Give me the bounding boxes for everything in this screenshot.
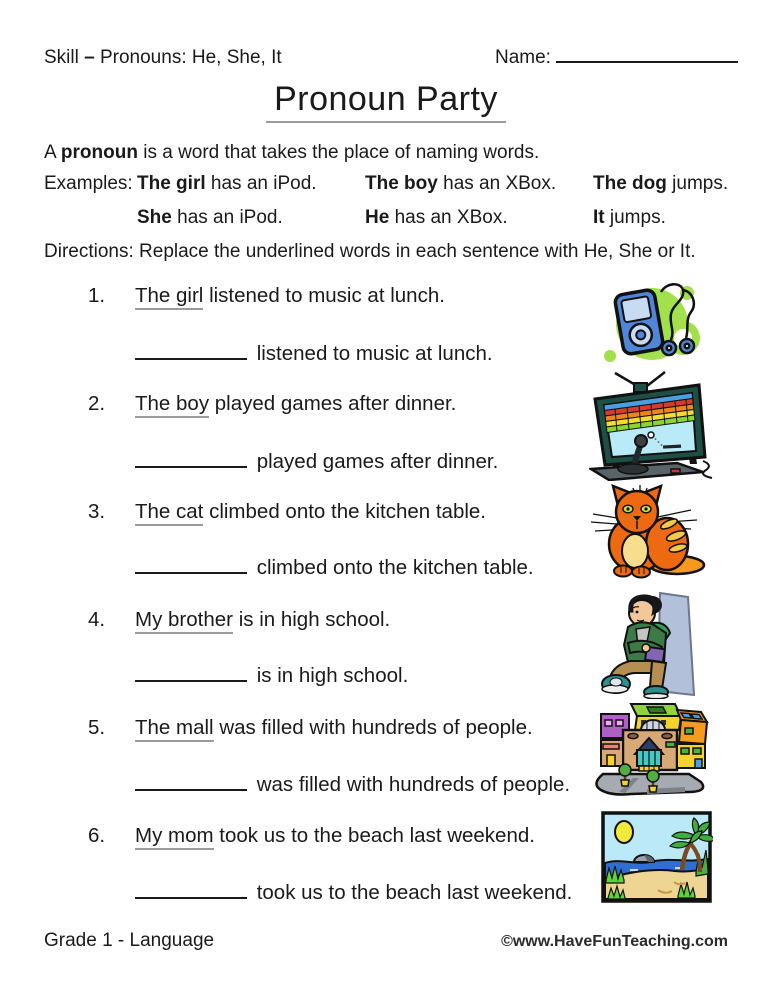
intro-pre: A bbox=[44, 142, 56, 163]
directions-label: Directions: bbox=[44, 241, 134, 262]
example-rest: jumps. bbox=[609, 207, 666, 228]
answer-blank[interactable] bbox=[135, 452, 247, 468]
example-col1-line2 bbox=[137, 207, 283, 229]
question-subject-underlined: The girl bbox=[135, 284, 203, 310]
question-answer-line bbox=[135, 664, 408, 688]
directions-line bbox=[44, 241, 696, 263]
skill-line bbox=[44, 47, 282, 69]
skill-dash: – bbox=[84, 47, 95, 68]
intro-post: is a word that takes the place of naming words. bbox=[143, 142, 540, 163]
intro-line bbox=[44, 142, 539, 164]
question-subject-underlined: The mall bbox=[135, 716, 214, 742]
question-predicate: took us to the beach last weekend. bbox=[219, 824, 535, 847]
question-subject-underlined: My brother bbox=[135, 608, 233, 634]
cat-illustration bbox=[589, 484, 716, 580]
question-predicate-repeat: took us to the beach last weekend. bbox=[256, 881, 573, 904]
question-sentence bbox=[135, 824, 535, 848]
example-subject: The girl bbox=[137, 173, 206, 194]
question-predicate-repeat: is in high school. bbox=[256, 664, 409, 687]
question-predicate: was filled with hundreds of people. bbox=[219, 716, 533, 739]
question-predicate: climbed onto the kitchen table. bbox=[209, 500, 486, 523]
skill-value: Pronouns: He, She, It bbox=[99, 47, 282, 68]
ipod-illustration bbox=[597, 280, 710, 372]
intro-bold-word: pronoun bbox=[60, 142, 138, 163]
question-predicate: listened to music at lunch. bbox=[209, 284, 445, 307]
examples-label: Examples: bbox=[44, 173, 133, 194]
page-title: Pronoun Party bbox=[266, 80, 506, 123]
question-number: 6. bbox=[88, 824, 106, 847]
question-number: 2. bbox=[88, 392, 106, 415]
question-predicate: played games after dinner. bbox=[214, 392, 457, 415]
example-rest: jumps. bbox=[672, 173, 729, 194]
question-answer-line bbox=[135, 342, 493, 366]
answer-blank[interactable] bbox=[135, 775, 247, 791]
boy-illustration bbox=[600, 587, 713, 699]
example-rest: has an XBox. bbox=[443, 173, 557, 194]
question-number: 4. bbox=[88, 608, 106, 631]
name-input-line[interactable] bbox=[556, 48, 738, 63]
mall-illustration bbox=[589, 698, 719, 802]
question-subject-underlined: My mom bbox=[135, 824, 214, 850]
question-predicate-repeat: climbed onto the kitchen table. bbox=[256, 556, 534, 579]
footer-copyright: ©www.HaveFunTeaching.com bbox=[501, 933, 728, 950]
example-rest: has an iPod. bbox=[177, 207, 283, 228]
question-predicate-repeat: was filled with hundreds of people. bbox=[256, 773, 571, 796]
answer-blank[interactable] bbox=[135, 558, 247, 574]
question-sentence bbox=[135, 500, 486, 524]
example-subject: The dog bbox=[593, 173, 667, 194]
question-predicate-repeat: played games after dinner. bbox=[256, 450, 499, 473]
directions-text: Replace the underlined words in each sentence with He, She or It. bbox=[139, 241, 696, 262]
example-pronoun: He bbox=[365, 207, 390, 228]
answer-blank[interactable] bbox=[135, 883, 247, 899]
question-predicate: is in high school. bbox=[238, 608, 391, 631]
answer-blank[interactable] bbox=[135, 344, 247, 360]
question-predicate-repeat: listened to music at lunch. bbox=[256, 342, 493, 365]
question-answer-line bbox=[135, 773, 570, 797]
question-answer-line bbox=[135, 881, 572, 905]
footer-grade-label: Grade 1 - Language bbox=[44, 930, 215, 951]
question-sentence bbox=[135, 608, 390, 632]
example-pronoun: She bbox=[137, 207, 172, 228]
name-label: Name: bbox=[495, 47, 551, 68]
beach-illustration bbox=[600, 810, 713, 908]
example-rest: has an iPod. bbox=[210, 173, 317, 194]
example-col3-line2 bbox=[593, 207, 666, 229]
tv-game-illustration bbox=[589, 371, 716, 481]
question-number: 5. bbox=[88, 716, 106, 739]
question-answer-line bbox=[135, 450, 498, 474]
question-subject-underlined: The cat bbox=[135, 500, 203, 526]
question-sentence bbox=[135, 716, 533, 740]
example-pronoun: It bbox=[593, 207, 605, 228]
title-wrap bbox=[0, 80, 772, 119]
answer-blank[interactable] bbox=[135, 666, 247, 682]
example-rest: has an XBox. bbox=[394, 207, 508, 228]
skill-label: Skill bbox=[44, 47, 79, 68]
example-col3-line1 bbox=[593, 173, 728, 195]
example-col1-line1 bbox=[137, 173, 317, 195]
question-sentence bbox=[135, 392, 456, 416]
example-subject: The boy bbox=[365, 173, 438, 194]
question-sentence bbox=[135, 284, 445, 308]
example-col2-line1 bbox=[365, 173, 556, 195]
question-subject-underlined: The boy bbox=[135, 392, 209, 418]
question-number: 1. bbox=[88, 284, 106, 307]
question-answer-line bbox=[135, 556, 534, 580]
example-col2-line2 bbox=[365, 207, 508, 229]
name-line bbox=[495, 47, 738, 69]
question-number: 3. bbox=[88, 500, 106, 523]
